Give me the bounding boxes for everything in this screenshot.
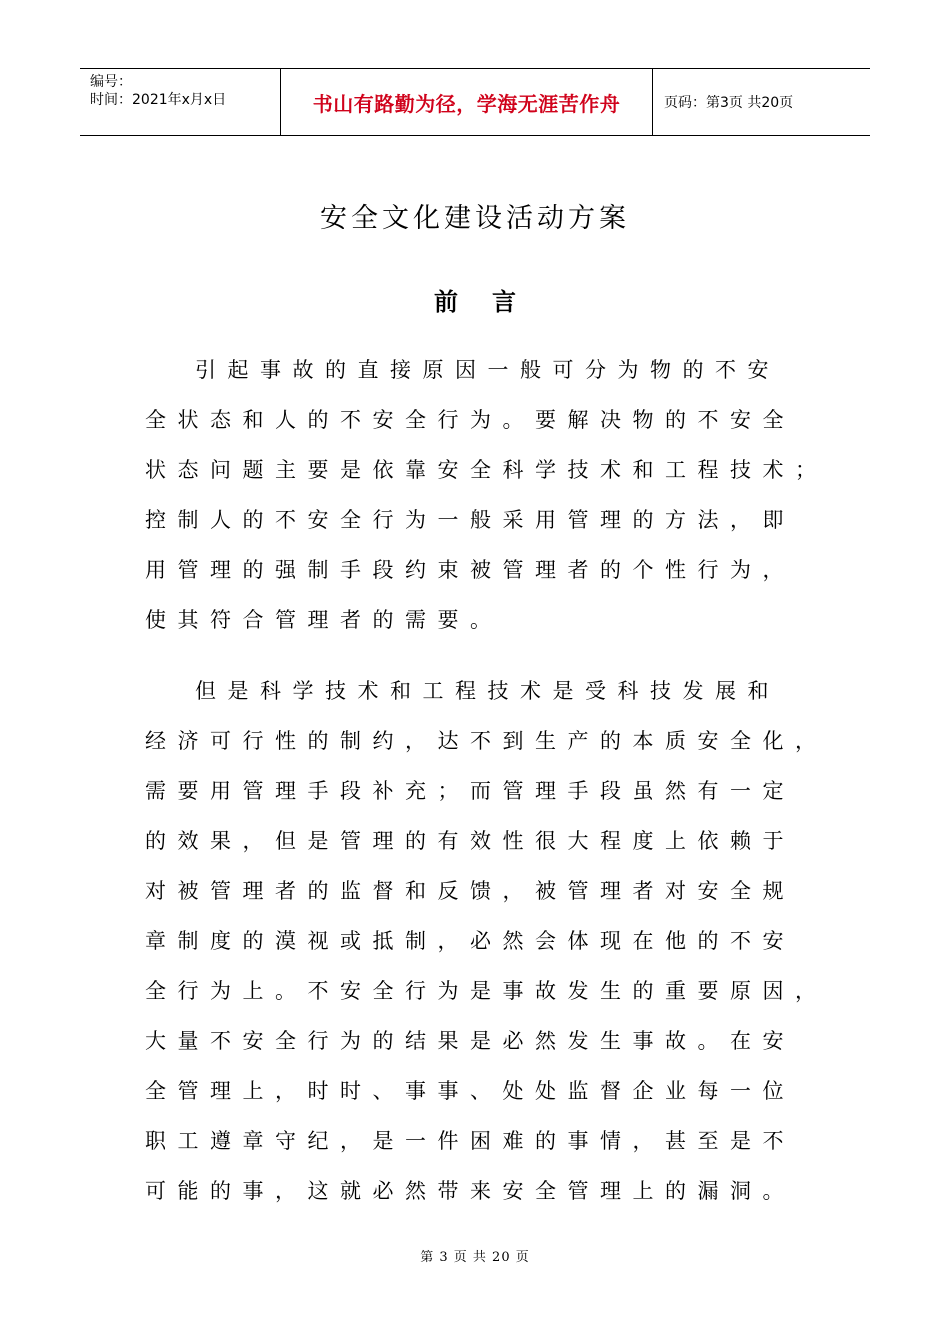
section-title: 前言: [434, 288, 550, 316]
paragraph-line: 章制度的漠视或抵制，必然会体现在他的不安: [145, 929, 795, 953]
paragraph-line: 可能的事，这就必然带来安全管理上的漏洞。: [145, 1179, 795, 1203]
paragraph-line: 引起事故的直接原因一般可分为物的不安: [195, 358, 780, 382]
document-time-label: 时间：2021年x月x日: [90, 92, 227, 108]
header-page-cell: [653, 69, 870, 135]
paragraph-line: 对被管理者的监督和反馈，被管理者对安全规: [145, 879, 795, 903]
header-meta-cell: [80, 69, 281, 135]
paragraph-line: 状态问题主要是依靠安全科学技术和工程技术；: [145, 458, 828, 482]
paragraph-line: 用管理的强制手段约束被管理者的个性行为，: [145, 558, 795, 582]
paragraph-2: [145, 666, 835, 1216]
paragraph-line: 需要用管理手段补充；而管理手段虽然有一定: [145, 779, 795, 803]
document-title: 安全文化建设活动方案: [320, 203, 630, 234]
paragraph-line: 全行为上。不安全行为是事故发生的重要原因，: [145, 979, 828, 1003]
document-number-label: 编号：: [90, 74, 132, 90]
document-header: [80, 68, 870, 136]
paragraph-line: 的效果，但是管理的有效性很大程度上依赖于: [145, 829, 795, 853]
paragraph-line: 使其符合管理者的需要。: [145, 608, 503, 632]
header-motto-cell: [281, 69, 653, 135]
header-page-info: 页码：第3页 共20页: [664, 95, 794, 111]
paragraph-line: 控制人的不安全行为一般采用管理的方法，即: [145, 508, 795, 532]
paragraph-line: 经济可行性的制约，达不到生产的本质安全化，: [145, 729, 828, 753]
paragraph-line: 全状态和人的不安全行为。要解决物的不安全: [145, 408, 795, 432]
paragraph-line: 大量不安全行为的结果是必然发生事故。在安: [145, 1029, 795, 1053]
page-footer: 第 3 页 共 20 页: [420, 1250, 530, 1265]
paragraph-line: 但是科学技术和工程技术是受科技发展和: [195, 679, 780, 703]
header-motto: 书山有路勤为径，学海无涯苦作舟: [312, 91, 621, 116]
paragraph-1: [145, 345, 835, 645]
paragraph-line: 职工遵章守纪，是一件困难的事情，甚至是不: [145, 1129, 795, 1153]
paragraph-line: 全管理上，时时、事事、处处监督企业每一位: [145, 1079, 795, 1103]
